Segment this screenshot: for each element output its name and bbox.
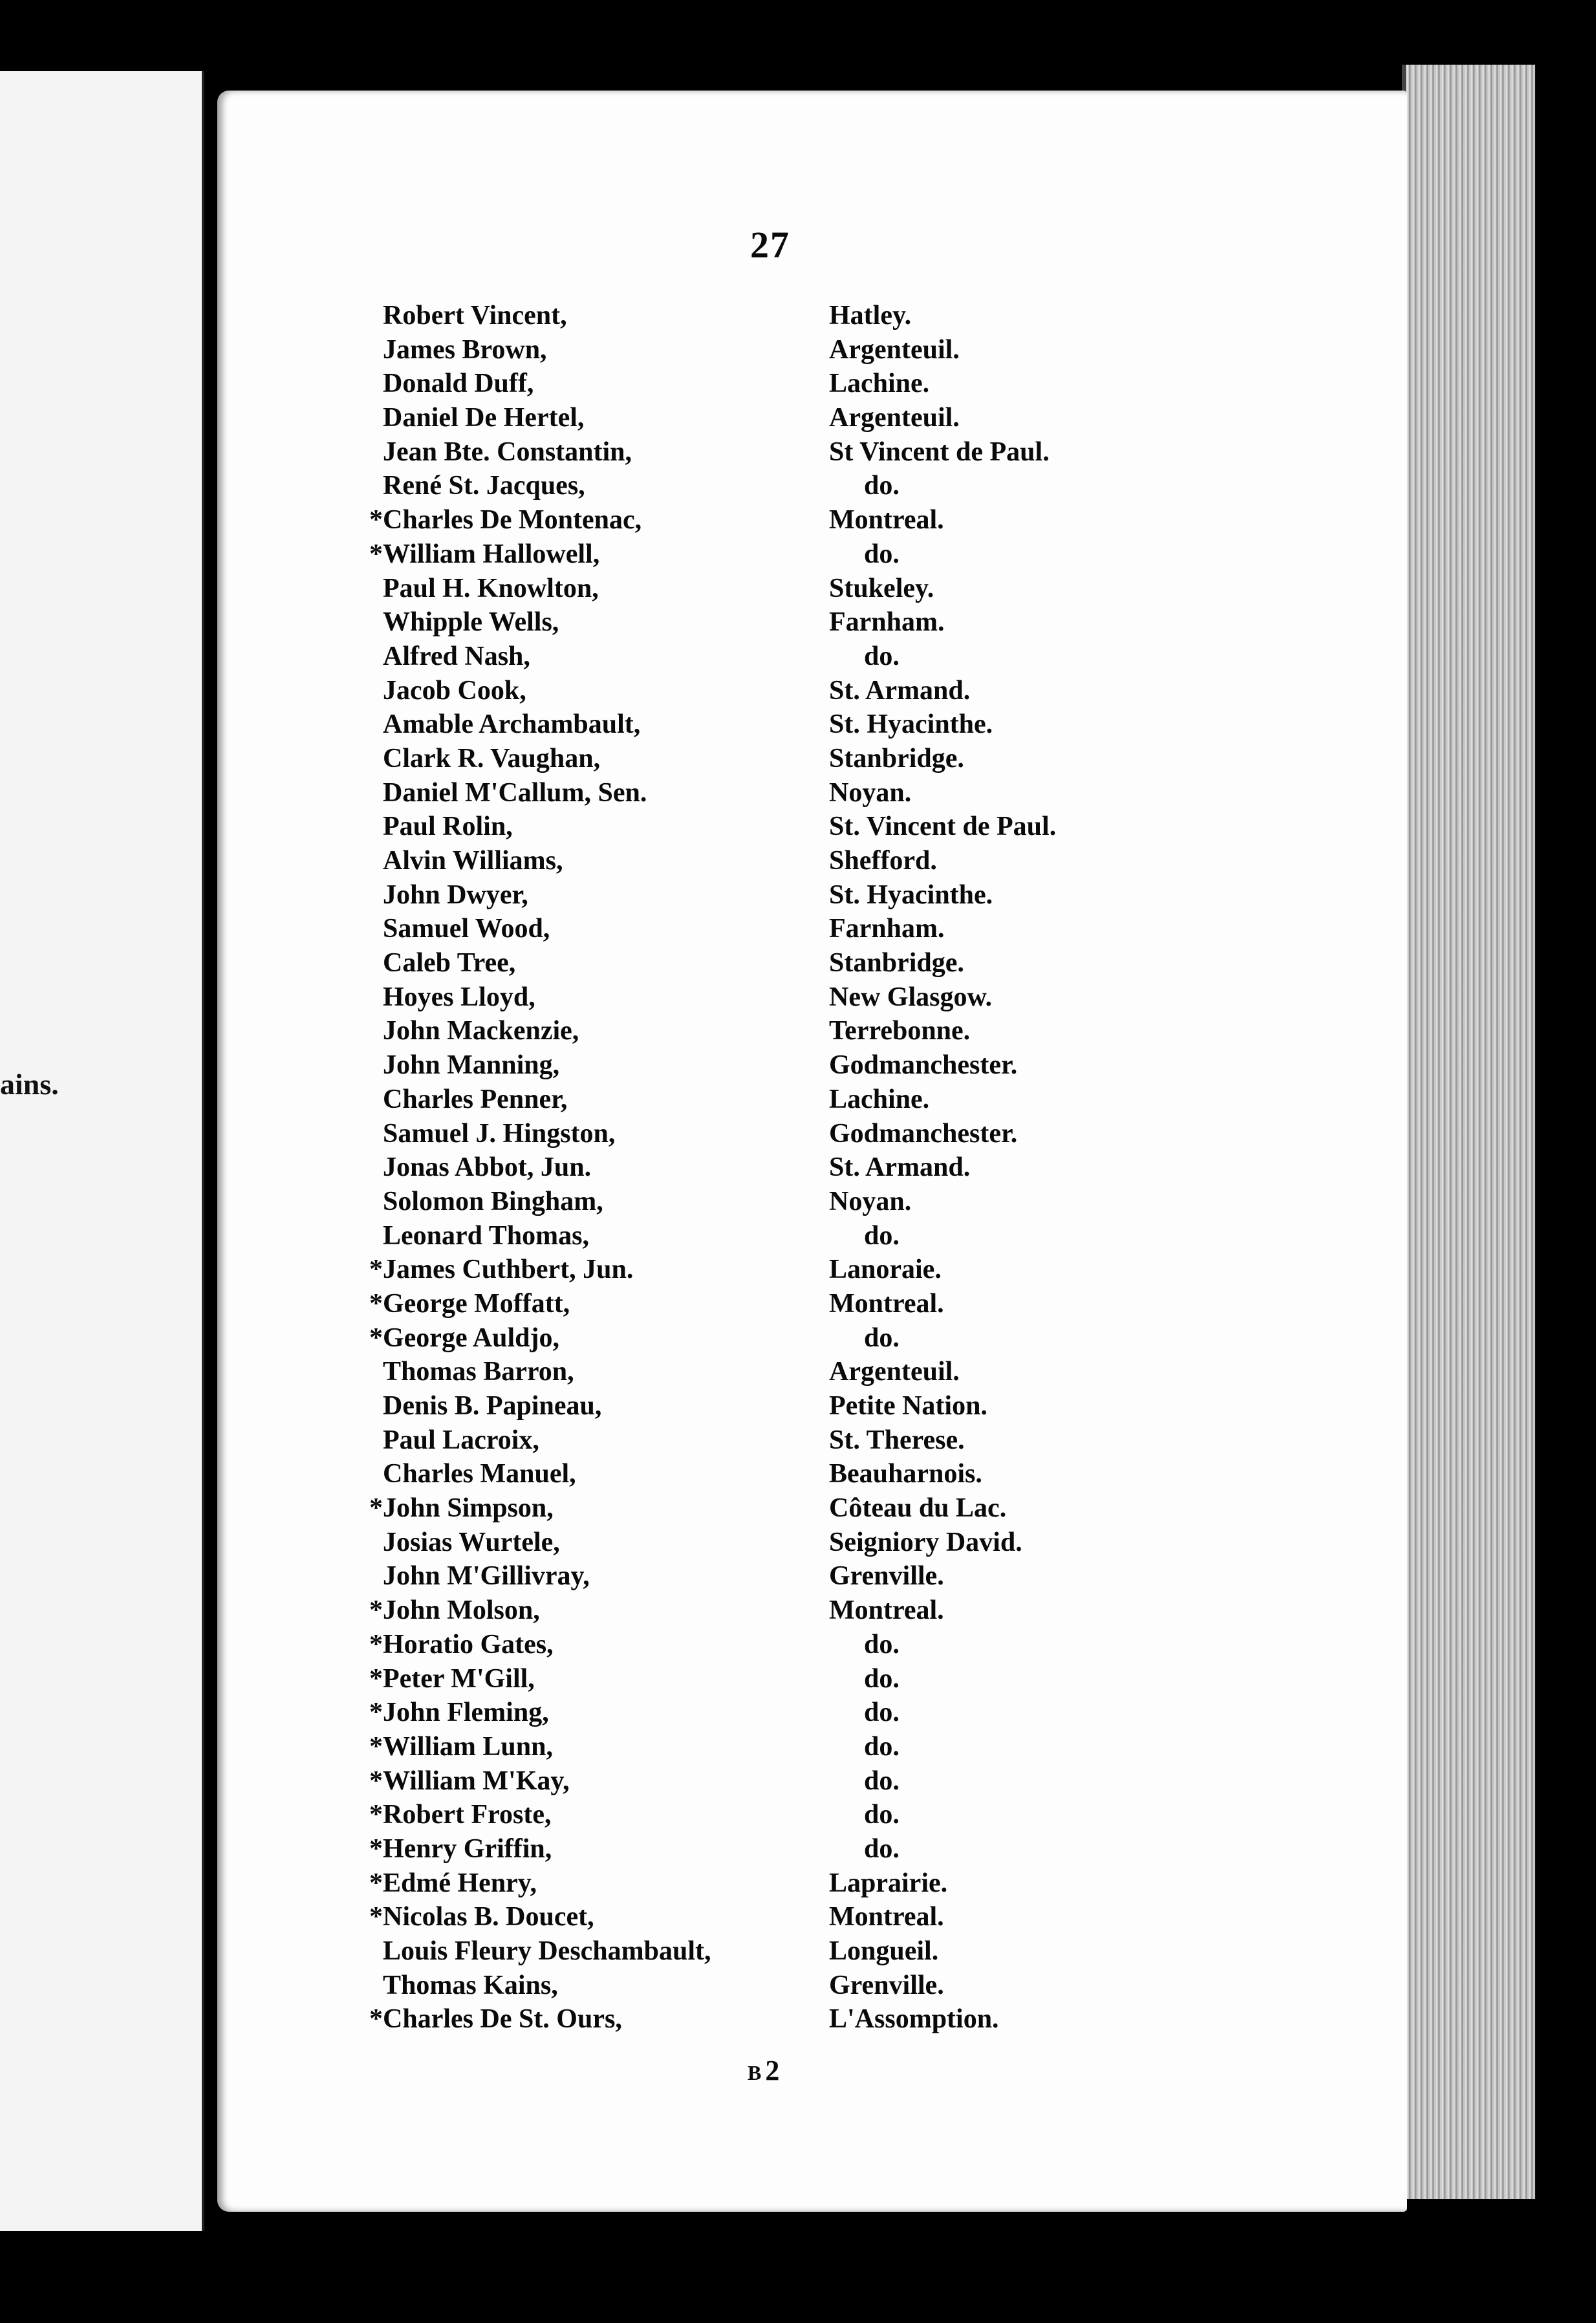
place-name: do. (864, 1731, 900, 1762)
person-name: Thomas Barron, (383, 1357, 574, 1387)
person-name: Jonas Abbot, Jun. (383, 1152, 592, 1183)
list-item (0, 776, 1397, 810)
list-item (0, 605, 1397, 640)
place-name: Montreal. (829, 505, 944, 535)
asterisk-mark: * (369, 1595, 383, 1626)
person-name: Paul Rolin, (383, 812, 513, 842)
list-item (0, 1457, 1397, 1491)
person-name: George Moffatt, (383, 1288, 570, 1319)
person-name: Paul H. Knowlton, (383, 573, 599, 603)
place-name: Argenteuil. (829, 1357, 960, 1387)
list-item (0, 299, 1397, 333)
place-name: Lachine. (829, 1084, 930, 1114)
list-item (0, 1423, 1397, 1458)
person-name: Josias Wurtele, (383, 1527, 560, 1557)
place-name: Montreal. (829, 1595, 944, 1626)
asterisk-mark: * (369, 1629, 383, 1659)
list-item (0, 572, 1397, 606)
place-name: Petite Nation. (829, 1391, 987, 1421)
person-name: Charles Penner, (383, 1084, 568, 1114)
place-name: Grenville. (829, 1561, 944, 1592)
place-name: do. (864, 1800, 900, 1830)
place-name: St. Armand. (829, 675, 971, 706)
asterisk-mark: * (369, 1766, 383, 1796)
person-name: Denis B. Papineau, (383, 1391, 602, 1421)
person-name: William Lunn, (383, 1731, 553, 1762)
person-name: Leonard Thomas, (383, 1220, 589, 1251)
place-name: Farnham. (829, 914, 945, 944)
place-name: Stanbridge. (829, 948, 964, 978)
asterisk-mark: * (369, 1323, 383, 1353)
signature-number: 2 (765, 2055, 780, 2086)
asterisk-mark: * (369, 505, 383, 535)
place-name: L'Assomption. (829, 2004, 999, 2035)
place-name: Montreal. (829, 1902, 944, 1932)
page-number: 27 (750, 224, 790, 266)
person-name: René St. Jacques, (383, 471, 585, 501)
person-name: John Fleming, (383, 1698, 549, 1728)
place-name: Argenteuil. (829, 334, 960, 365)
person-name: Robert Froste, (383, 1800, 552, 1830)
place-name: Terrebonne. (829, 1016, 971, 1046)
place-name: do. (864, 1220, 900, 1251)
place-name: Hatley. (829, 301, 912, 330)
list-item (0, 742, 1397, 776)
person-name: Caleb Tree, (383, 948, 516, 978)
list-item (0, 1628, 1397, 1662)
place-name: St. Hyacinthe. (829, 709, 993, 740)
person-name: Whipple Wells, (383, 607, 559, 638)
place-name: Stanbridge. (829, 743, 964, 773)
place-name: St. Hyacinthe. (829, 880, 993, 910)
list-item (0, 640, 1397, 674)
list-item (0, 1117, 1397, 1151)
person-name: Henry Griffin, (383, 1833, 552, 1864)
asterisk-mark: * (369, 1255, 383, 1285)
list-item (0, 1969, 1397, 2003)
person-name: Robert Vincent, (383, 301, 567, 330)
asterisk-mark: * (369, 1493, 383, 1524)
list-item (0, 1083, 1397, 1117)
asterisk-mark: * (369, 1902, 383, 1932)
list-item (0, 1866, 1397, 1901)
person-name: Horatio Gates, (383, 1629, 554, 1659)
person-name: Thomas Kains, (383, 1970, 558, 2000)
place-name: Shefford. (829, 846, 937, 876)
list-item (0, 1253, 1397, 1287)
place-name: do. (864, 1629, 900, 1659)
person-name: James Cuthbert, Jun. (383, 1255, 634, 1285)
list-item (0, 980, 1397, 1015)
person-name: George Auldjo, (383, 1323, 559, 1353)
place-name: do. (864, 1323, 900, 1353)
list-item (0, 1287, 1397, 1321)
place-name: Lanoraie. (829, 1255, 942, 1285)
place-name: St. Therese. (829, 1425, 965, 1455)
asterisk-mark: * (369, 1833, 383, 1864)
asterisk-mark: * (369, 1698, 383, 1728)
list-item (0, 1798, 1397, 1832)
place-name: St. Armand. (829, 1152, 971, 1183)
person-name: Solomon Bingham, (383, 1186, 603, 1216)
member-list (0, 299, 1397, 2037)
place-name: Godmanchester. (829, 1050, 1018, 1081)
list-item (0, 1014, 1397, 1048)
list-item (0, 401, 1397, 435)
person-name: Donald Duff, (383, 369, 534, 399)
person-name: John Mackenzie, (383, 1016, 579, 1046)
person-name: Charles De St. Ours, (383, 2004, 622, 2035)
person-name: Nicolas B. Doucet, (383, 1902, 594, 1932)
place-name: do. (864, 1833, 900, 1864)
list-item (0, 1526, 1397, 1560)
place-name: do. (864, 1663, 900, 1694)
asterisk-mark: * (369, 539, 383, 569)
person-name: William M'Kay, (383, 1766, 570, 1796)
person-name: John Molson, (383, 1595, 540, 1626)
list-item (0, 333, 1397, 367)
list-item (0, 674, 1397, 708)
place-name: Noyan. (829, 1186, 912, 1216)
list-item (0, 1219, 1397, 1253)
place-name: Farnham. (829, 607, 945, 638)
person-name: Jean Bte. Constantin, (383, 437, 632, 467)
list-item (0, 1900, 1397, 1934)
asterisk-mark: * (369, 1288, 383, 1319)
asterisk-mark: * (369, 1663, 383, 1694)
list-item (0, 1594, 1397, 1628)
place-name: Côteau du Lac. (829, 1493, 1007, 1524)
place-name: Laprairie. (829, 1868, 948, 1898)
place-name: Grenville. (829, 1970, 944, 2000)
person-name: William Hallowell, (383, 539, 600, 569)
signature-letter: B (748, 2061, 762, 2084)
place-name: do. (864, 1766, 900, 1796)
previous-page-text-fragment: ains. (0, 1068, 59, 1101)
person-name: John Manning, (383, 1050, 560, 1081)
asterisk-mark: * (369, 1731, 383, 1762)
person-name: James Brown, (383, 334, 547, 365)
place-name: Argenteuil. (829, 403, 960, 433)
person-name: Amable Archambault, (383, 709, 641, 740)
printer-signature-mark (748, 2054, 779, 2087)
place-name: New Glasgow. (829, 982, 992, 1012)
list-item (0, 946, 1397, 980)
person-name: Charles De Montenac, (383, 505, 642, 535)
list-item (0, 1662, 1397, 1696)
list-item (0, 1764, 1397, 1799)
list-item (0, 1832, 1397, 1866)
person-name: Daniel De Hertel, (383, 403, 585, 433)
person-name: Alfred Nash, (383, 641, 530, 671)
person-name: Samuel Wood, (383, 914, 550, 944)
list-item (0, 537, 1397, 572)
list-item (0, 2002, 1397, 2037)
list-item (0, 367, 1397, 401)
person-name: John M'Gillivray, (383, 1561, 590, 1592)
list-item (0, 810, 1397, 844)
list-item (0, 1151, 1397, 1185)
place-name: Beauharnois. (829, 1459, 982, 1489)
list-item (0, 1696, 1397, 1730)
place-name: Noyan. (829, 777, 912, 808)
asterisk-mark: * (369, 1868, 383, 1898)
list-item (0, 435, 1397, 470)
person-name: Paul Lacroix, (383, 1425, 539, 1455)
list-item (0, 708, 1397, 742)
list-item (0, 1934, 1397, 1969)
place-name: Lachine. (829, 369, 930, 399)
list-item (0, 503, 1397, 537)
place-name: Seigniory David. (829, 1527, 1022, 1557)
place-name: Stukeley. (829, 573, 934, 603)
person-name: Daniel M'Callum, Sen. (383, 777, 647, 808)
asterisk-mark: * (369, 1800, 383, 1830)
list-item (0, 1321, 1397, 1356)
person-name: Louis Fleury Deschambault, (383, 1936, 711, 1966)
place-name: do. (864, 471, 900, 501)
list-item (0, 1355, 1397, 1389)
place-name: do. (864, 539, 900, 569)
place-name: do. (864, 641, 900, 671)
list-item (0, 1185, 1397, 1219)
place-name: Montreal. (829, 1288, 944, 1319)
person-name: Edmé Henry, (383, 1868, 537, 1898)
list-item (0, 1559, 1397, 1594)
person-name: Jacob Cook, (383, 675, 526, 706)
place-name: St Vincent de Paul. (829, 437, 1050, 467)
place-name: St. Vincent de Paul. (829, 812, 1057, 842)
list-item (0, 844, 1397, 878)
list-item (0, 912, 1397, 946)
person-name: Peter M'Gill, (383, 1663, 535, 1694)
list-item (0, 878, 1397, 913)
person-name: Hoyes Lloyd, (383, 982, 535, 1012)
person-name: Clark R. Vaughan, (383, 743, 601, 773)
list-item (0, 1730, 1397, 1764)
person-name: Samuel J. Hingston, (383, 1118, 616, 1149)
list-item (0, 1389, 1397, 1423)
asterisk-mark: * (369, 2004, 383, 2035)
person-name: Charles Manuel, (383, 1459, 576, 1489)
person-name: John Simpson, (383, 1493, 554, 1524)
place-name: Godmanchester. (829, 1118, 1018, 1149)
book-page-edges (1402, 65, 1535, 2199)
place-name: Longueil. (829, 1936, 939, 1966)
person-name: John Dwyer, (383, 880, 528, 910)
list-item (0, 469, 1397, 503)
list-item (0, 1048, 1397, 1083)
list-item (0, 1491, 1397, 1526)
person-name: Alvin Williams, (383, 846, 563, 876)
place-name: do. (864, 1698, 900, 1728)
